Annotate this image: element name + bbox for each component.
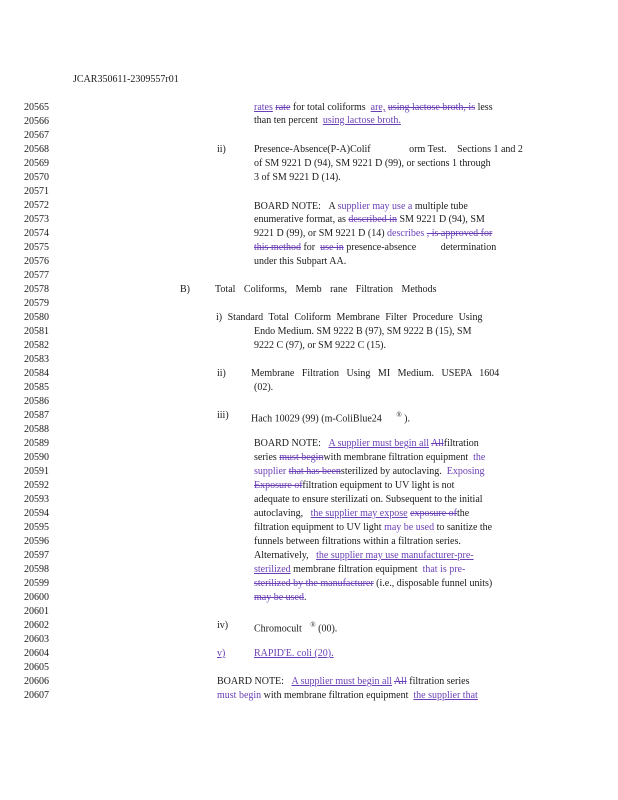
line-number: 20578 — [24, 284, 49, 295]
line-number: 20604 — [24, 648, 49, 659]
text-line: Alternatively, the supplier may use manufacturer-pre- — [254, 550, 474, 561]
line-number: 20595 — [24, 522, 49, 533]
text-line: (02). — [254, 382, 274, 393]
text-line: enumerative format, as described in SM 9221 D (94), SM — [254, 214, 485, 225]
line-number: 20570 — [24, 172, 49, 183]
line-number: 20565 — [24, 102, 49, 113]
line-number: 20577 — [24, 270, 49, 281]
line-number: 20592 — [24, 480, 49, 491]
text-line: BOARD NOTE: A supplier must begin all All filtration series — [217, 676, 470, 687]
line-number: 20573 — [24, 214, 49, 225]
text-line: of SM 9221 D (94), SM 9221 D (99), or sections 1 through — [254, 158, 491, 169]
document-header: JCAR350611-2309557r01 — [73, 74, 179, 85]
line-number: 20589 — [24, 438, 49, 449]
text-line: Chromocult ® (00). — [254, 621, 338, 635]
text-line: must begin with membrane filtration equipment the supplier that — [217, 690, 478, 701]
line-number: 20596 — [24, 536, 49, 547]
text-line: Membrane Filtration Using MI Medium. USEPA 1604 — [251, 368, 500, 379]
line-number: 20585 — [24, 382, 49, 393]
text-line: under this Subpart AA. — [254, 256, 347, 267]
line-number: 20579 — [24, 298, 49, 309]
item-label: iii) — [217, 410, 229, 421]
section-label: B) — [180, 284, 190, 295]
text-line: funnels between filtrations within a filtration series. — [254, 536, 461, 547]
line-number: 20567 — [24, 130, 49, 141]
line-number: 20569 — [24, 158, 49, 169]
item-label: iv) — [217, 620, 229, 631]
line-number: 20584 — [24, 368, 49, 379]
line-number: 20591 — [24, 466, 49, 477]
line-number: 20586 — [24, 396, 49, 407]
line-number: 20576 — [24, 256, 49, 267]
section-heading: Total Coliforms, Memb rane Filtration Methods — [215, 284, 437, 295]
text-line: 9222 C (97), or SM 9222 C (15). — [254, 340, 386, 351]
line-number: 20601 — [24, 606, 49, 617]
text-line: Presence-Absence(P-A)Colif orm Test. Sections 1 and 2 — [254, 144, 523, 155]
line-number: 20572 — [24, 200, 49, 211]
text-line: BOARD NOTE: A supplier must begin all Allfiltration — [254, 438, 479, 449]
text-line: 3 of SM 9221 D (14). — [254, 172, 341, 183]
line-number: 20574 — [24, 228, 49, 239]
text-line: this method for use in presence-absence determination — [254, 242, 497, 253]
line-number: 20583 — [24, 354, 49, 365]
line-number: 20580 — [24, 312, 49, 323]
line-number: 20590 — [24, 452, 49, 463]
text-line: adequate to ensure sterilizati on. Subsequent to the initial — [254, 494, 483, 505]
text-line: series must beginwith membrane filtration equipment the — [254, 452, 486, 463]
line-number: 20571 — [24, 186, 49, 197]
line-number: 20606 — [24, 676, 49, 687]
text-line: may be used. — [254, 592, 307, 603]
text-line: supplier that has beensterilized by autoclaving. Exposing — [254, 466, 485, 477]
text-line: Exposure offiltration equipment to UV light is not — [254, 480, 455, 491]
item-label: v) — [217, 648, 226, 659]
line-number: 20600 — [24, 592, 49, 603]
line-number: 20582 — [24, 340, 49, 351]
line-number: 20603 — [24, 634, 49, 645]
line-number: 20607 — [24, 690, 49, 701]
text-line: Endo Medium. SM 9222 B (97), SM 9222 B (15), SM — [254, 326, 472, 337]
line-number: 20593 — [24, 494, 49, 505]
text-line: sterilized membrane filtration equipment that is pre- — [254, 564, 466, 575]
text-line: RAPID'E. coli (20). — [254, 648, 334, 659]
line-number: 20575 — [24, 242, 49, 253]
text-line: 9221 D (99), or SM 9221 D (14) describes , is approved for — [254, 228, 493, 239]
text-line: than ten percent using lactose broth. — [254, 115, 401, 126]
line-number: 20581 — [24, 326, 49, 337]
text-line: rates rate for total coliforms are, using lactose broth, is less — [254, 102, 493, 113]
text-line: filtration equipment to UV light may be used to sanitize the — [254, 522, 493, 533]
line-number: 20568 — [24, 144, 49, 155]
item-label: ii) — [217, 144, 226, 155]
text-line: autoclaving, the supplier may expose exposure ofthe — [254, 508, 470, 519]
line-number: 20566 — [24, 116, 49, 127]
text-line: BOARD NOTE: A supplier may use a multiple tube — [254, 201, 468, 212]
line-number: 20599 — [24, 578, 49, 589]
line-number: 20594 — [24, 508, 49, 519]
item-label: ii) — [217, 368, 226, 379]
line-number: 20605 — [24, 662, 49, 673]
line-number: 20587 — [24, 410, 49, 421]
line-number: 20602 — [24, 620, 49, 631]
text-line: i) Standard Total Coliform Membrane Filter Procedure Using — [216, 312, 483, 323]
line-number: 20597 — [24, 550, 49, 561]
text-line: Hach 10029 (99) (m-ColiBlue24 ® ). — [251, 411, 410, 425]
text-line: sterilized by the manufacturer (i.e., disposable funnel units) — [254, 578, 493, 589]
line-number: 20588 — [24, 424, 49, 435]
line-number: 20598 — [24, 564, 49, 575]
